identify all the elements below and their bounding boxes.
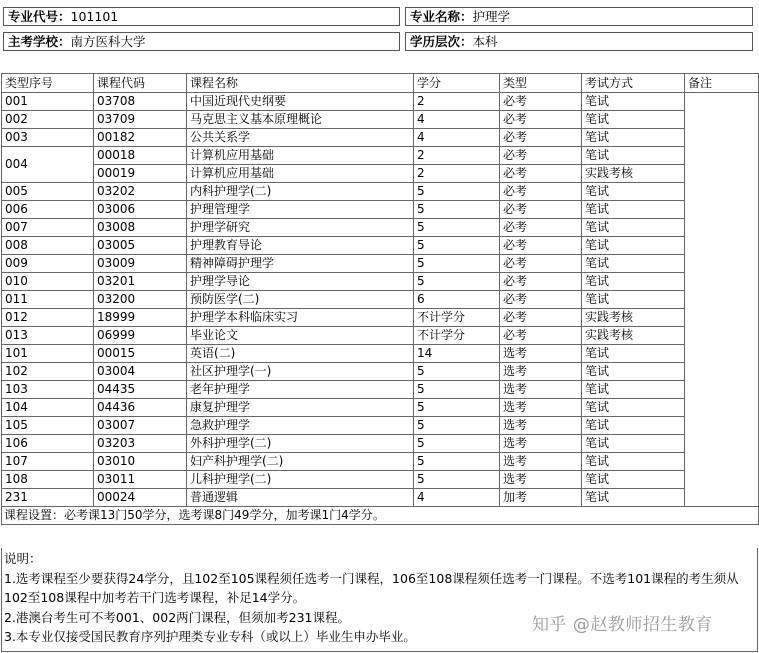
table-row	[2, 219, 759, 237]
table-row	[2, 489, 759, 507]
table-row	[2, 273, 759, 291]
cell-type: 加考	[500, 489, 582, 507]
cell-code: 00182	[94, 129, 187, 147]
cell-name: 内科护理学(二)	[187, 183, 414, 201]
cell-name: 中国近现代史纲要	[187, 93, 414, 111]
cell-name: 急救护理学	[187, 417, 414, 435]
cell-credit: 2	[414, 165, 500, 183]
cell-credit: 2	[414, 147, 500, 165]
cell-exam: 笔试	[582, 219, 685, 237]
cell-exam: 笔试	[582, 399, 685, 417]
cell-code: 03006	[94, 201, 187, 219]
cell-exam: 笔试	[582, 147, 685, 165]
cell-name: 社区护理学(一)	[187, 363, 414, 381]
cell-exam: 笔试	[582, 471, 685, 489]
cell-seq: 103	[2, 381, 94, 399]
cell-seq: 104	[2, 399, 94, 417]
cell-name: 妇产科护理学(二)	[187, 453, 414, 471]
cell-seq: 008	[2, 237, 94, 255]
column-header: 考试方式	[582, 74, 685, 93]
cell-exam: 笔试	[582, 417, 685, 435]
cell-exam: 笔试	[582, 363, 685, 381]
major-name-label: 专业名称：	[410, 9, 473, 24]
major-code-value: 101101	[70, 9, 119, 24]
cell-code: 03203	[94, 435, 187, 453]
column-header: 类型序号	[2, 74, 94, 93]
level-label: 学历层次：	[410, 34, 473, 49]
cell-credit: 5	[414, 399, 500, 417]
major-code-label: 专业代号：	[8, 9, 71, 24]
table-row	[2, 435, 759, 453]
cell-credit: 不计学分	[414, 309, 500, 327]
cell-type: 选考	[500, 399, 582, 417]
cell-code: 04435	[94, 381, 187, 399]
cell-type: 必考	[500, 309, 582, 327]
cell-exam: 笔试	[582, 201, 685, 219]
table-row	[2, 381, 759, 399]
cell-type: 必考	[500, 183, 582, 201]
cell-credit: 5	[414, 435, 500, 453]
cell-credit: 4	[414, 111, 500, 129]
table-header-row	[2, 74, 759, 93]
cell-name: 预防医学(二)	[187, 291, 414, 309]
cell-type: 必考	[500, 291, 582, 309]
cell-seq: 003	[2, 129, 94, 147]
cell-exam: 笔试	[582, 183, 685, 201]
summary-text: 课程设置：必考课13门50学分，选考课8门49学分，加考课1门4学分。	[2, 507, 759, 525]
table-row	[2, 453, 759, 471]
table-row	[2, 237, 759, 255]
cell-name: 护理教育导论	[187, 237, 414, 255]
cell-name: 马克思主义基本原理概论	[187, 111, 414, 129]
cell-exam: 笔试	[582, 489, 685, 507]
cell-code: 03005	[94, 237, 187, 255]
cell-credit: 5	[414, 471, 500, 489]
column-header: 课程名称	[187, 74, 414, 93]
cell-code: 03009	[94, 255, 187, 273]
cell-seq: 012	[2, 309, 94, 327]
cell-seq: 005	[2, 183, 94, 201]
cell-type: 选考	[500, 471, 582, 489]
cell-name: 外科护理学(二)	[187, 435, 414, 453]
cell-type: 必考	[500, 129, 582, 147]
cell-code: 03200	[94, 291, 187, 309]
cell-exam: 笔试	[582, 111, 685, 129]
table-row	[2, 291, 759, 309]
cell-name: 护理学研究	[187, 219, 414, 237]
cell-type: 必考	[500, 93, 582, 111]
level-field	[405, 32, 753, 51]
column-header: 类型	[500, 74, 582, 93]
cell-seq: 006	[2, 201, 94, 219]
cell-seq: 107	[2, 453, 94, 471]
cell-code: 06999	[94, 327, 187, 345]
cell-type: 必考	[500, 255, 582, 273]
major-name-field	[405, 7, 753, 26]
table-row	[2, 345, 759, 363]
cell-type: 必考	[500, 273, 582, 291]
cell-type: 选考	[500, 417, 582, 435]
table-row	[2, 165, 759, 183]
cell-name: 普通逻辑	[187, 489, 414, 507]
cell-code: 03708	[94, 93, 187, 111]
cell-name: 毕业论文	[187, 327, 414, 345]
cell-exam: 实践考核	[582, 327, 685, 345]
cell-name: 计算机应用基础	[187, 147, 414, 165]
cell-exam: 笔试	[582, 273, 685, 291]
cell-seq: 001	[2, 93, 94, 111]
table-row	[2, 399, 759, 417]
cell-credit: 5	[414, 363, 500, 381]
cell-credit: 5	[414, 219, 500, 237]
cell-seq: 004	[2, 147, 94, 183]
table-row	[2, 183, 759, 201]
cell-exam: 笔试	[582, 435, 685, 453]
table-row	[2, 129, 759, 147]
cell-code: 00018	[94, 147, 187, 165]
cell-seq: 105	[2, 417, 94, 435]
cell-code: 00019	[94, 165, 187, 183]
cell-type: 必考	[500, 219, 582, 237]
cell-exam: 实践考核	[582, 309, 685, 327]
cell-code: 03011	[94, 471, 187, 489]
cell-name: 公共关系学	[187, 129, 414, 147]
cell-name: 护理管理学	[187, 201, 414, 219]
cell-seq: 108	[2, 471, 94, 489]
cell-name: 精神障碍护理学	[187, 255, 414, 273]
major-code-field	[3, 7, 400, 26]
cell-seq: 106	[2, 435, 94, 453]
cell-credit: 5	[414, 273, 500, 291]
cell-code: 03709	[94, 111, 187, 129]
column-header: 课程代码	[94, 74, 187, 93]
cell-type: 选考	[500, 435, 582, 453]
cell-seq: 102	[2, 363, 94, 381]
cell-code: 18999	[94, 309, 187, 327]
cell-credit: 5	[414, 237, 500, 255]
table-row	[2, 111, 759, 129]
table-row	[2, 201, 759, 219]
cell-type: 选考	[500, 453, 582, 471]
cell-code: 04436	[94, 399, 187, 417]
table-row	[2, 363, 759, 381]
cell-name: 老年护理学	[187, 381, 414, 399]
cell-credit: 14	[414, 345, 500, 363]
major-name-value: 护理学	[472, 9, 511, 24]
cell-code: 03007	[94, 417, 187, 435]
cell-name: 康复护理学	[187, 399, 414, 417]
cell-type: 必考	[500, 111, 582, 129]
cell-code: 03202	[94, 183, 187, 201]
column-header: 学分	[414, 74, 500, 93]
cell-code: 03008	[94, 219, 187, 237]
note-line: 3.本专业仅接受国民教育序列护理类专业专科（或以上）毕业生申办毕业。	[4, 629, 416, 644]
cell-code: 03010	[94, 453, 187, 471]
cell-credit: 5	[414, 453, 500, 471]
cell-exam: 实践考核	[582, 165, 685, 183]
cell-name: 护理学导论	[187, 273, 414, 291]
cell-type: 必考	[500, 147, 582, 165]
cell-seq: 010	[2, 273, 94, 291]
cell-seq: 231	[2, 489, 94, 507]
cell-type: 必考	[500, 237, 582, 255]
cell-type: 选考	[500, 381, 582, 399]
cell-exam: 笔试	[582, 291, 685, 309]
cell-type: 必考	[500, 165, 582, 183]
note-line: 2.港澳台考生可不考001、002两门课程，但须加考231课程。	[4, 609, 351, 625]
cell-exam: 笔试	[582, 255, 685, 273]
cell-credit: 5	[414, 201, 500, 219]
cell-exam: 笔试	[582, 345, 685, 363]
cell-name: 计算机应用基础	[187, 165, 414, 183]
cell-code: 03201	[94, 273, 187, 291]
table-row	[2, 471, 759, 489]
cell-type: 必考	[500, 327, 582, 345]
table-row	[2, 255, 759, 273]
school-label: 主考学校：	[8, 34, 71, 49]
notes-title: 说明：	[4, 551, 42, 566]
cell-code: 00024	[94, 489, 187, 507]
cell-seq: 002	[2, 111, 94, 129]
note-line: 1.选考课程至少要获得24学分，且102至105课程须任选考一门课程，106至108课程须任选考一门课程。不选考101课程的考生须从	[4, 570, 739, 586]
notes-section	[1, 548, 758, 652]
course-table	[1, 73, 759, 525]
table-row	[2, 309, 759, 327]
school-field	[3, 32, 400, 51]
cell-seq: 013	[2, 327, 94, 345]
cell-credit: 4	[414, 489, 500, 507]
cell-exam: 笔试	[582, 93, 685, 111]
cell-name: 英语(二)	[187, 345, 414, 363]
cell-exam: 笔试	[582, 453, 685, 471]
cell-credit: 5	[414, 183, 500, 201]
level-value: 本科	[472, 34, 498, 49]
cell-credit: 4	[414, 129, 500, 147]
school-value: 南方医科大学	[70, 34, 146, 49]
watermark: 知乎 @赵教师招生教育	[532, 615, 713, 635]
cell-credit: 5	[414, 417, 500, 435]
cell-credit: 6	[414, 291, 500, 309]
cell-seq: 011	[2, 291, 94, 309]
cell-credit: 5	[414, 255, 500, 273]
cell-remark	[685, 93, 759, 507]
table-row	[2, 417, 759, 435]
cell-type: 选考	[500, 363, 582, 381]
cell-code: 03004	[94, 363, 187, 381]
table-row	[2, 147, 759, 165]
cell-seq: 101	[2, 345, 94, 363]
cell-credit: 5	[414, 381, 500, 399]
cell-name: 护理学本科临床实习	[187, 309, 414, 327]
column-header: 备注	[685, 74, 759, 93]
table-row	[2, 93, 759, 111]
cell-credit: 2	[414, 93, 500, 111]
cell-seq: 007	[2, 219, 94, 237]
cell-name: 儿科护理学(二)	[187, 471, 414, 489]
cell-exam: 笔试	[582, 237, 685, 255]
cell-type: 必考	[500, 201, 582, 219]
cell-exam: 笔试	[582, 381, 685, 399]
table-row	[2, 327, 759, 345]
cell-code: 00015	[94, 345, 187, 363]
cell-credit: 不计学分	[414, 327, 500, 345]
summary-row	[2, 507, 759, 525]
cell-type: 选考	[500, 345, 582, 363]
cell-seq: 009	[2, 255, 94, 273]
note-line: 102至108课程中加考若干门选考课程，补足14学分。	[4, 590, 306, 605]
cell-exam: 笔试	[582, 129, 685, 147]
